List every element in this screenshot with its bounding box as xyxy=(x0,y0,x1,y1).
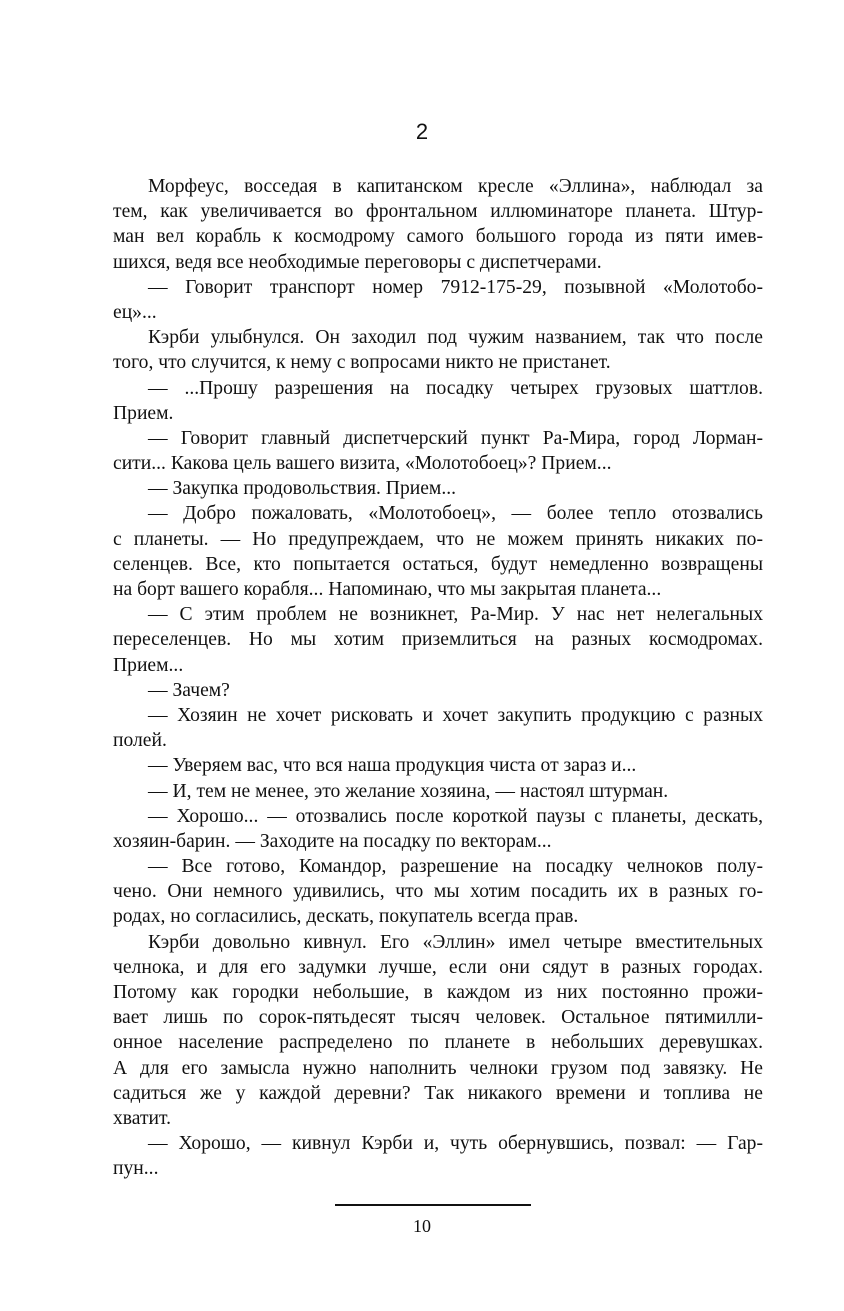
text-line: пун... xyxy=(113,1158,159,1180)
page-number: 10 xyxy=(413,1216,431,1236)
text-line: хватит. xyxy=(113,1107,172,1129)
text-line: — Хорошо, — кивнул Кэрби и, чуть обернувшись, позвал: — Гар- xyxy=(148,1133,763,1155)
text-line: родах, но согласились, дескать, покупатель всегда прав. xyxy=(113,906,579,928)
text-line: на борт вашего корабля... Напоминаю, что мы закрытая планета... xyxy=(113,579,662,600)
text-line: — ...Прошу разрешения на посадку четырех грузовых шаттлов. xyxy=(148,377,763,399)
text-line: — Уверяем вас, что вся наша продукция чиста от зараз и... xyxy=(148,755,637,777)
text-line: онное население распределено по планете в небольших деревушках. xyxy=(113,1032,763,1054)
text-line: ман вел корабль к космодрому самого большого города из пяти имев- xyxy=(113,226,763,248)
text-line: — Зачем? xyxy=(148,679,230,701)
text-line: хозяин-барин. — Заходите на посадку по векторам... xyxy=(113,830,552,852)
text-line: челнока, и для его задумки лучше, если они сядут в разных городах. xyxy=(113,956,763,978)
text-line: Кэрби улыбнулся. Он заходил под чужим названием, так что после xyxy=(148,327,763,349)
text-line: — Говорит главный диспетчерский пункт Ра-Мира, город Лорман- xyxy=(148,427,763,449)
text-line: селенцев. Все, кто попытается остаться, будут немедленно возвращены xyxy=(113,553,763,575)
text-line: Потому как городки небольшие, в каждом из них постоянно прожи- xyxy=(113,982,763,1003)
text-line: Кэрби довольно кивнул. Его «Эллин» имел четыре вместительных xyxy=(148,931,763,953)
text-line: чено. Они немного удивились, что мы хотим посадить их в разных го- xyxy=(113,881,763,903)
text-line: Прием... xyxy=(113,654,184,676)
text-line: Прием. xyxy=(113,402,174,424)
text-line: — И, тем не менее, это желание хозяина, — настоял штурман. xyxy=(148,780,669,802)
text-line: — Добро пожаловать, «Молотобоец», — более тепло отозвались xyxy=(148,503,763,525)
text-line: шихся, ведя все необходимые переговоры с диспетчерами. xyxy=(113,251,602,273)
text-line: ец»... xyxy=(113,301,157,323)
footer-rule xyxy=(335,1204,531,1206)
text-line: тем, как увеличивается во фронтальном иллюминаторе планета. Штур- xyxy=(113,201,763,223)
text-line: сити... Какова цель вашего визита, «Молотобоец»? Прием... xyxy=(113,453,612,475)
text-line: А для его замысла нужно наполнить челноки грузом под завязку. Не xyxy=(113,1057,763,1079)
chapter-heading: 2 xyxy=(415,119,429,144)
body-text xyxy=(113,174,763,1182)
text-line: садиться же у каждой деревни? Так никакого времени и топлива не xyxy=(113,1082,763,1104)
text-line: — Хорошо... — отозвались после короткой паузы с планеты, дескать, xyxy=(148,805,763,827)
text-line: — С этим проблем не возникнет, Ра-Мир. У нас нет нелегальных xyxy=(148,604,763,626)
text-line: переселенцев. Но мы хотим приземлиться на разных космодромах. xyxy=(113,629,763,651)
text-line: — Закупка продовольствия. Прием... xyxy=(148,478,457,500)
text-line: — Говорит транспорт номер 7912-175-29, позывной «Молотобо- xyxy=(148,276,763,298)
text-line: — Хозяин не хочет рисковать и хочет закупить продукцию с разных xyxy=(148,704,763,726)
text-line: того, что случится, к нему с вопросами никто не пристанет. xyxy=(113,352,611,374)
text-line: вает лишь по сорок-пятьдесят тысяч человек. Остальное пятимилли- xyxy=(113,1007,763,1029)
text-line: Морфеус, восседая в капитанском кресле «Эллина», наблюдал за xyxy=(148,176,763,197)
text-line: — Все готово, Командор, разрешение на посадку челноков полу- xyxy=(148,856,763,878)
text-line: полей. xyxy=(113,730,167,752)
text-line: с планеты. — Но предупреждаем, что не можем принять никаких по- xyxy=(113,528,763,550)
